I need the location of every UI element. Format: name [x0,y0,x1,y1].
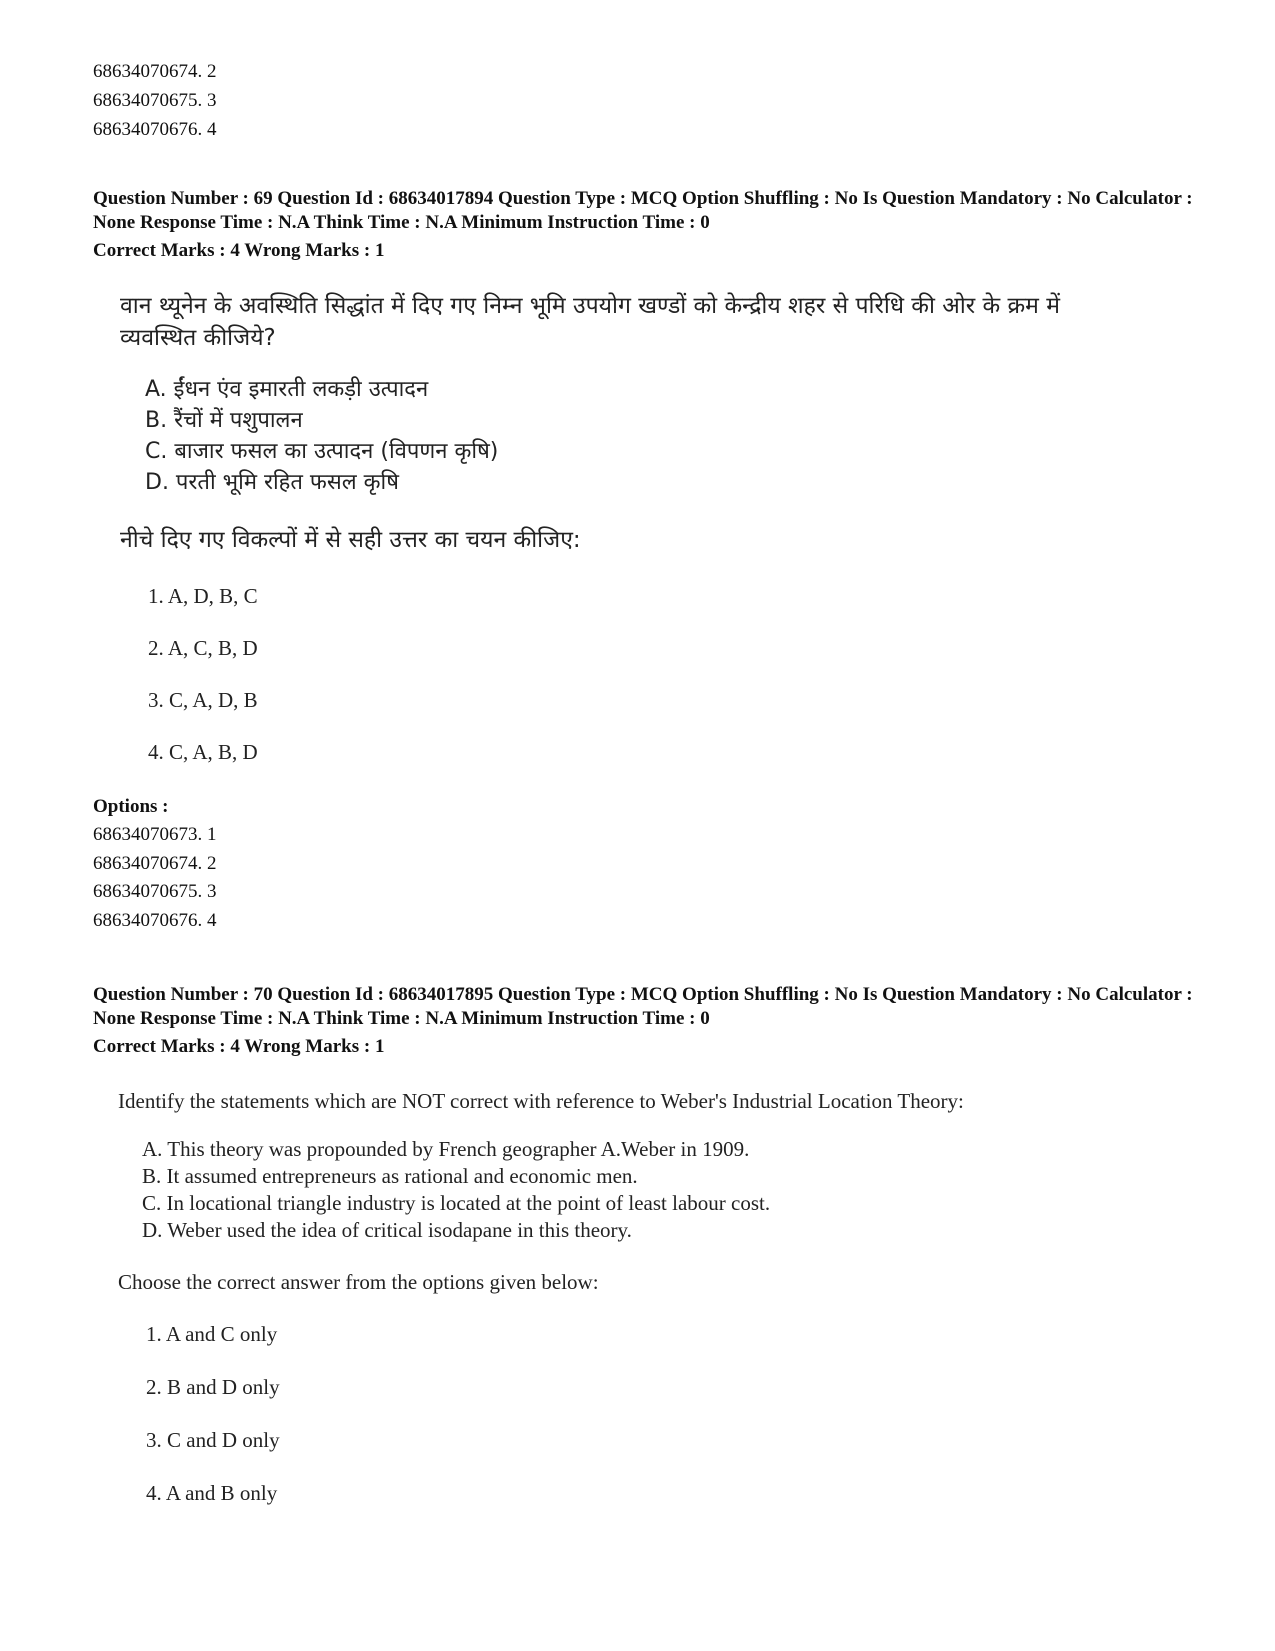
options-label: Options : [93,796,169,817]
question-meta: Question Number : 69 Question Id : 68634017894 Question Type : MCQ Option Shuffling : No Is Question Mandatory : No Calculator : None Response Time : N.A Think Time : N.A Minimum Instruction Time : 0 [93,188,1193,233]
statement-item: B. रैंचों में पशुपालन [145,408,303,433]
option-id-line: 68634070676. 4 [93,910,217,931]
marks-line: Correct Marks : 4 Wrong Marks : 1 [93,240,385,261]
statement-item: A. ईंधन एंव इमारती लकड़ी उत्पादन [145,377,429,402]
answer-choice: 2. A, C, B, D [148,636,258,660]
prev-option-line: 68634070674. 2 [93,61,217,82]
instruction-text: Choose the correct answer from the options given below: [118,1270,599,1294]
answer-choice: 4. A and B only [146,1481,278,1505]
marks-line: Correct Marks : 4 Wrong Marks : 1 [93,1036,385,1057]
prev-option-line: 68634070675. 3 [93,90,217,111]
question-meta: Question Number : 70 Question Id : 68634017895 Question Type : MCQ Option Shuffling : No Is Question Mandatory : No Calculator : None Response Time : N.A Think Time : N.A Minimum Instruction Time : 0 [93,984,1193,1029]
option-id-line: 68634070674. 2 [93,853,217,874]
answer-choice: 1. A, D, B, C [148,584,258,608]
question-stem: वान थ्यूनेन के अवस्थिति सिद्धांत में दिए गए निम्न भूमि उपयोग खण्डों को केन्द्रीय शहर से परिधि की ओर के क्रम में [120,293,1060,319]
question-stem: Identify the statements which are NOT correct with reference to Weber's Industrial Location Theory: [118,1089,964,1113]
option-id-line: 68634070675. 3 [93,881,217,902]
instruction-text: नीचे दिए गए विकल्पों में से सही उत्तर का चयन कीजिए: [120,527,581,553]
statement-item: B. It assumed entrepreneurs as rational and economic men. [142,1164,638,1188]
answer-choice: 4. C, A, B, D [148,740,258,764]
answer-choice: 2. B and D only [146,1375,280,1399]
statement-item: D. Weber used the idea of critical isodapane in this theory. [142,1218,632,1242]
prev-option-line: 68634070676. 4 [93,119,217,140]
statement-item: C. In locational triangle industry is located at the point of least labour cost. [142,1191,771,1215]
statement-item: D. परती भूमि रहित फसल कृषि [145,470,399,495]
question-stem: व्यवस्थित कीजिये? [120,325,276,351]
option-id-line: 68634070673. 1 [93,824,217,845]
statement-item: A. This theory was propounded by French geographer A.Weber in 1909. [142,1137,750,1161]
answer-choice: 3. C, A, D, B [148,688,258,712]
statement-item: C. बाजार फसल का उत्पादन (विपणन कृषि) [145,439,499,464]
answer-choice: 3. C and D only [146,1428,280,1452]
answer-choice: 1. A and C only [146,1322,278,1346]
